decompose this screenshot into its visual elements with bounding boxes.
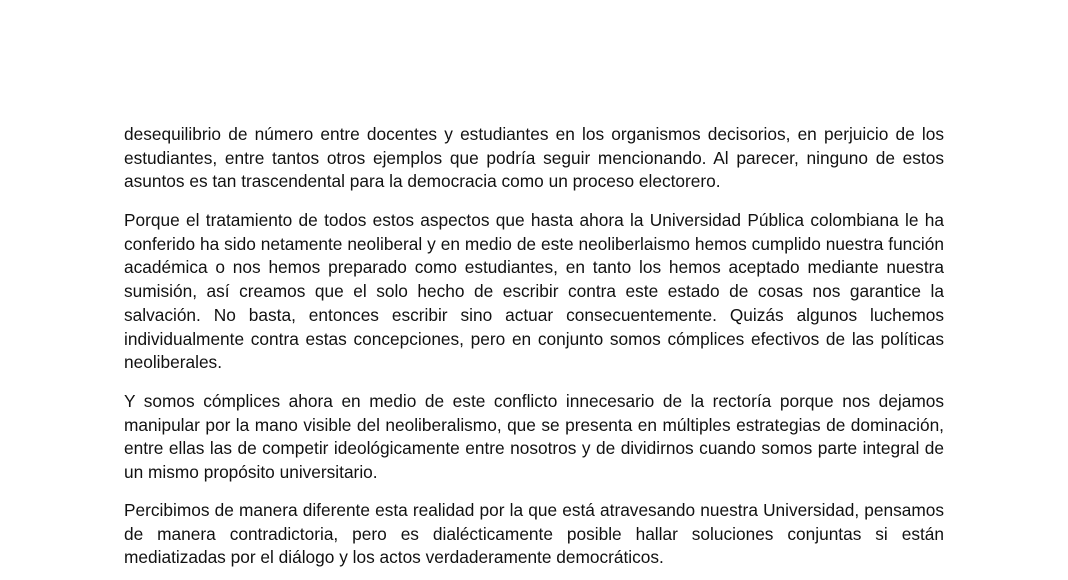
paragraph-2: Porque el tratamiento de todos estos aspectos que hasta ahora la Universidad Pública colombiana le ha conferido ha sido netamente neoliberal y en medio de este neoliberlaismo hemos cumplido nuestra función académica o nos hemos preparado como estudiantes, en tanto los hemos aceptado mediante nuestra sumisión, así creamos que el solo hecho de escribir contra este estado de cosas nos garantice la salvación. No basta, entonces escribir sino actuar consecuentemente. Quizás algunos luchemos individualmente contra estas concepciones, pero en conjunto somos cómplices efectivos de las políticas neoliberales. [124,210,944,373]
paragraph-4: Percibimos de manera diferente esta realidad por la que está atravesando nuestra Universidad, pensamos de manera contradictoria, pero es dialécticamente posible hallar soluciones conjuntas si están mediatizadas por el diálogo y los actos verdaderamente democráticos. [124,500,944,568]
paragraph-1: desequilibrio de número entre docentes y estudiantes en los organismos decisorios, en perjuicio de los estudiantes, entre tantos otros ejemplos que podría seguir mencionando. Al parecer, ninguno de estos asuntos es tan trascendental para la democracia como un proceso electorero. [124,124,944,192]
paragraph-3: Y somos cómplices ahora en medio de este conflicto innecesario de la rectoría porque nos dejamos manipular por la mano visible del neoliberalismo, que se presenta en múltiples estrategias de dominación, entre ellas las de competir ideológicamente entre nosotros y de dividirnos cuando somos parte integral de un mismo propósito universitario. [124,391,944,483]
